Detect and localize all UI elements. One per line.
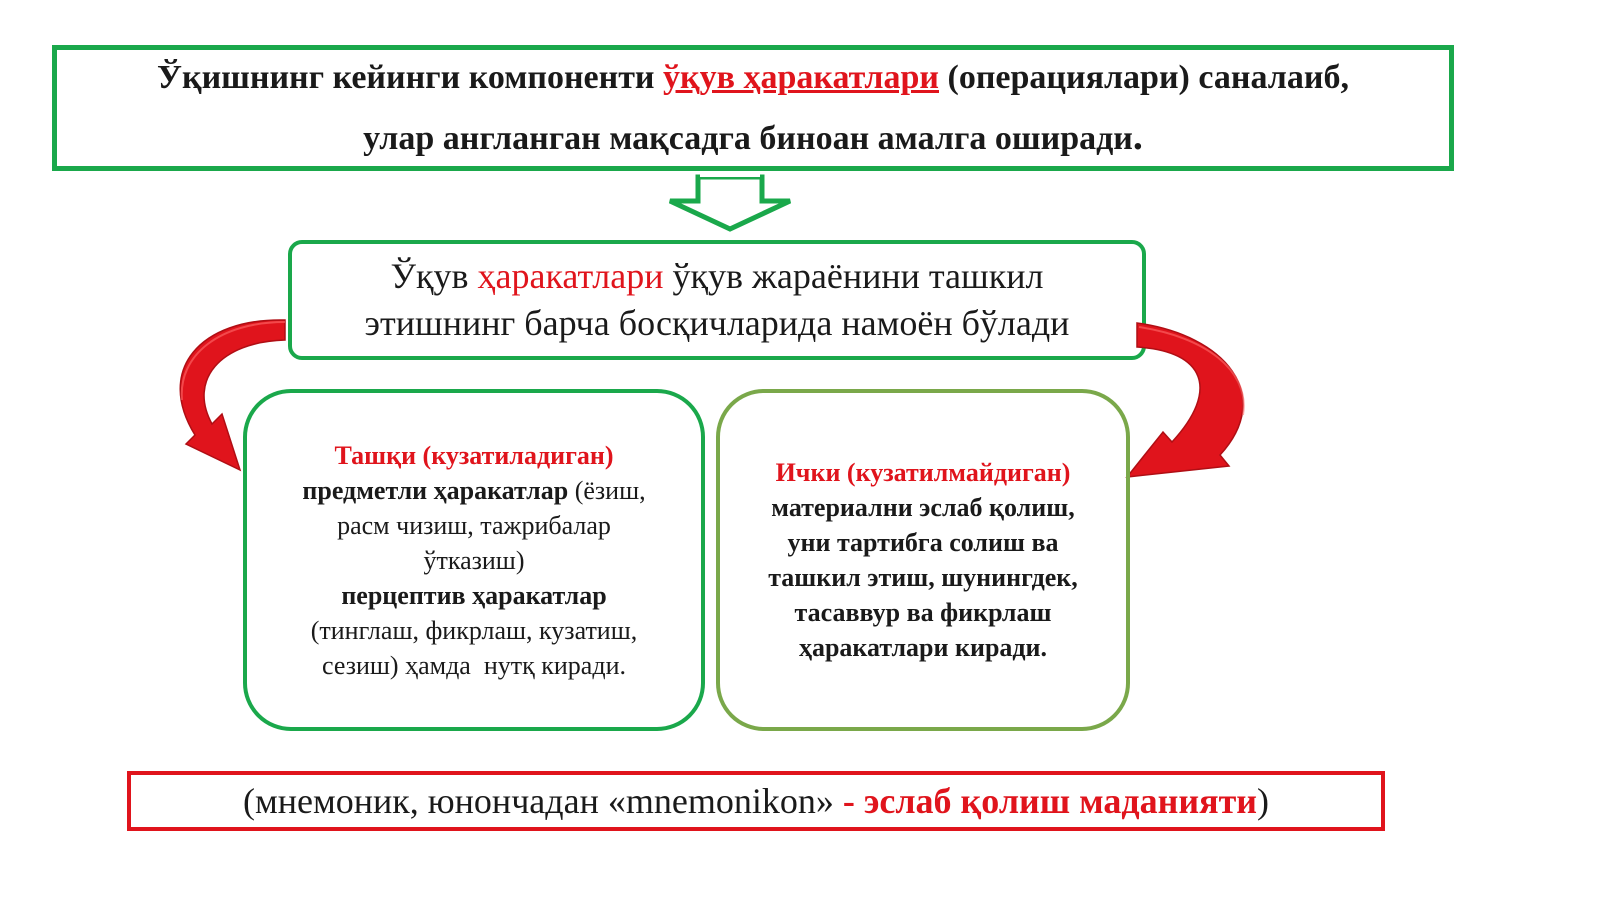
middle-text-part2: ўқув жараёнини ташкил [663,256,1044,296]
internal-line-4: тасаввур ва фикрлаш [794,598,1052,627]
internal-line-2: уни тартибга солиш ва [787,528,1059,557]
middle-text-line2: этишнинг барча босқичларида намоён бўлади [364,303,1070,343]
external-line-3: ўтказиш) [423,545,525,575]
middle-text-part1: Ўқув [390,256,478,296]
top-text-line2: улар англанган мақсадга биноан амалга оширади [363,119,1133,157]
perceptive-actions-label: перцептив ҳаракатлар [341,580,607,610]
internal-line-1: материални эслаб қолиш, [771,493,1075,522]
internal-line-3: ташкил этиш, шунингдек, [768,563,1078,592]
top-text-part2: (операциялари) саналаиб, [939,58,1349,96]
internal-line-5: ҳаракатлари киради. [798,633,1048,662]
mnemonic-prefix: (мнемоник, юнончадан «mnemonikon» [242,781,834,821]
internal-actions-title: Ички (кузатилмайдиган) [775,458,1071,487]
top-highlight: ўқув ҳаракатлари [663,58,939,96]
external-line-1 [302,473,645,508]
middle-highlight: ҳаракатлари [477,256,664,296]
top-period: . [1132,112,1143,158]
object-actions-label: предметли ҳаракатлар [302,475,569,505]
external-actions-card [243,389,705,731]
down-arrow-icon [666,174,794,234]
top-line-2 [363,107,1143,168]
middle-line-1 [391,253,1044,300]
external-line-6: сезиш) ҳамда нутқ киради. [322,650,626,680]
mnemonic-highlight: - эслаб қолиш маданияти [833,781,1258,821]
object-actions-rest: (ёзиш, [568,475,646,505]
right-curved-arrow-icon [1125,315,1265,510]
external-actions-title: Ташқи (кузатиладиган) [334,440,614,470]
middle-statement-box [288,240,1146,360]
top-statement-box [52,45,1454,171]
mnemonic-note-box [127,771,1385,831]
mnemonic-suffix: ) [1257,781,1270,821]
top-text-part1: Ўқишнинг кейинги компоненти [157,58,664,96]
internal-actions-card [716,389,1130,731]
top-line-1 [157,49,1349,107]
external-line-5: (тинглаш, фикрлаш, кузатиш, [310,615,638,645]
external-line-2: расм чизиш, тажрибалар [337,510,611,540]
